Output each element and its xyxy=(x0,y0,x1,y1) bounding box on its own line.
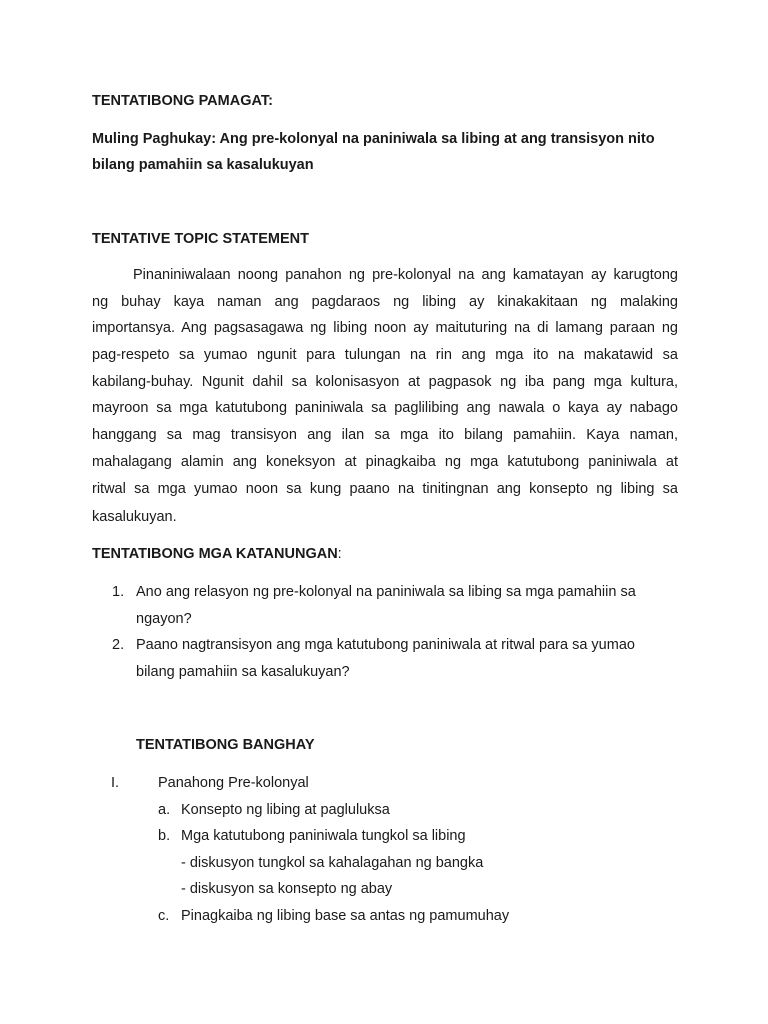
outline-section-label: Panahong Pre-kolonyal xyxy=(158,775,309,791)
outline-item-text: Konsepto ng libing at pagluluksa xyxy=(181,802,390,818)
paragraph-line: ritwal sa mga yumao noon sa kung paano na tinitingnan ang konsepto ng libing sa xyxy=(92,481,678,497)
questions-heading xyxy=(92,546,342,562)
question-text: bilang pamahiin sa kasalukuyan? xyxy=(136,664,350,680)
paragraph-line: importansya. Ang pagsasagawa ng libing noon ay maituturing na di lamang paraan ng xyxy=(92,320,678,336)
question-text: Ano ang relasyon ng pre-kolonyal na paniniwala sa libing sa mga pamahiin sa xyxy=(136,584,636,600)
outline-subitem: - diskusyon tungkol sa kahalagahan ng bangka xyxy=(181,855,484,871)
outline-item-letter: c. xyxy=(158,908,170,924)
outline-item-letter: a. xyxy=(158,802,171,818)
paragraph-line: kabilang-buhay. Ngunit dahil sa kolonisasyon at pagpasok ng iba pang mga kultura, xyxy=(92,374,678,390)
outline-roman-numeral: I. xyxy=(111,775,120,791)
paragraph-line: mayroon sa mga katutubong paniniwala sa paglilibing ang nawala o kaya ay nabago xyxy=(92,400,678,416)
question-number: 2. xyxy=(112,637,125,653)
question-text: ngayon? xyxy=(136,611,192,627)
outline-subitem: - diskusyon sa konsepto ng abay xyxy=(181,881,393,897)
outline-item-text: Mga katutubong paniniwala tungkol sa libing xyxy=(181,828,466,844)
outline-item-letter: b. xyxy=(158,828,171,844)
title-line: bilang pamahiin sa kasalukuyan xyxy=(92,157,314,173)
paragraph-line: pag-respeto sa yumao ngunit para tulungan na rin ang mga ito na makatawid sa xyxy=(92,347,678,363)
questions-heading-text: TENTATIBONG MGA KATANUNGAN xyxy=(92,546,338,562)
paragraph-line: mahalagang alamin ang koneksyon at pinagkaiba ng mga katutubong paniniwala at xyxy=(92,454,678,470)
paragraph-line: Pinaniniwalaan noong panahon ng pre-kolonyal na ang kamatayan ay karugtong xyxy=(133,267,678,283)
title-line: Muling Paghukay: Ang pre-kolonyal na paniniwala sa libing at ang transisyon nito xyxy=(92,131,655,147)
tentative-title-heading: TENTATIBONG PAMAGAT: xyxy=(92,93,273,109)
topic-statement-heading: TENTATIVE TOPIC STATEMENT xyxy=(92,231,309,247)
outline-heading: TENTATIBONG BANGHAY xyxy=(136,737,315,753)
question-text: Paano nagtransisyon ang mga katutubong paniniwala at ritwal para sa yumao xyxy=(136,637,635,653)
paragraph-line: kasalukuyan. xyxy=(92,509,177,525)
paragraph-line: hanggang sa mag transisyon ang ilan sa mga ito bilang pamahiin. Kaya naman, xyxy=(92,427,678,443)
questions-heading-colon: : xyxy=(337,546,342,562)
outline-item-text: Pinagkaiba ng libing base sa antas ng pamumuhay xyxy=(181,908,510,924)
question-number: 1. xyxy=(112,584,125,600)
paragraph-line: ng buhay kaya naman ang pagdaraos ng libing ay kinakakitaan ng malaking xyxy=(92,294,678,310)
